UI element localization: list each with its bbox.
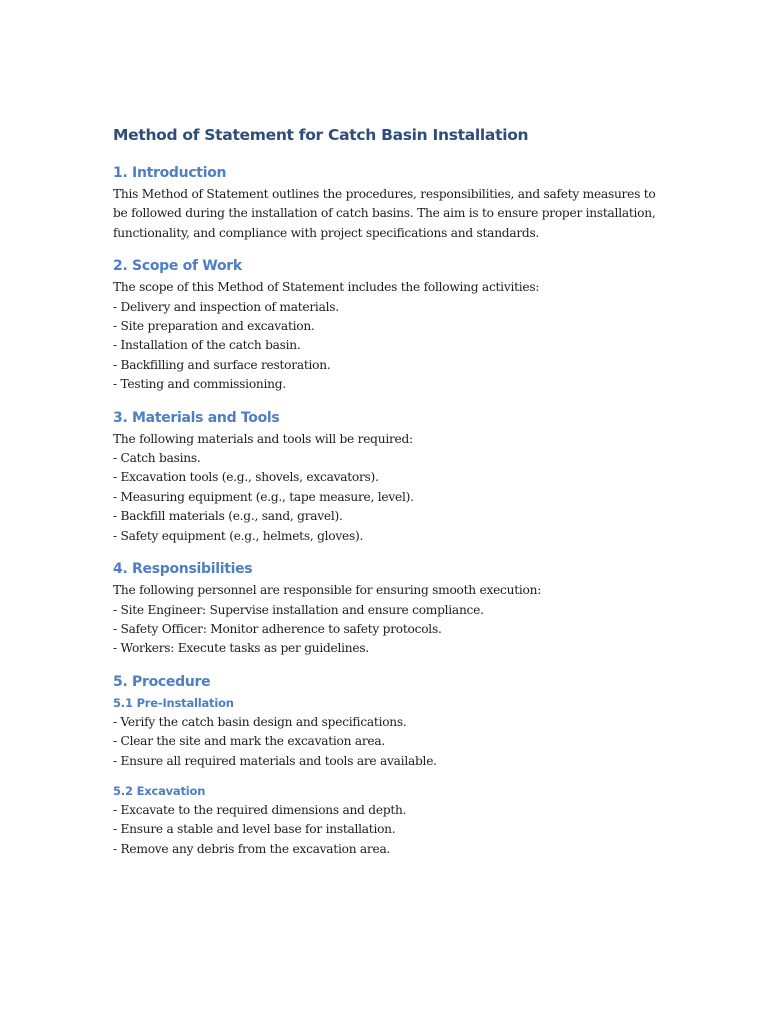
- list-item: - Clear the site and mark the excavation area.: [113, 734, 386, 749]
- section-intro-line: The scope of this Method of Statement includes the following activities:: [113, 280, 540, 295]
- section-intro-line: The following personnel are responsible for ensuring smooth execution:: [113, 583, 542, 598]
- list-item: - Installation of the catch basin.: [113, 338, 301, 353]
- section-heading: 2. Scope of Work: [113, 258, 242, 275]
- subsection-5-1: [113, 694, 673, 771]
- section-heading: 3. Materials and Tools: [113, 409, 280, 426]
- section-heading: 4. Responsibilities: [113, 561, 253, 578]
- section-intro-line: The following materials and tools will be required:: [113, 431, 413, 446]
- document-title: Method of Statement for Catch Basin Installation: [113, 126, 529, 144]
- subsection-heading: 5.2 Excavation: [113, 783, 206, 798]
- list-item: - Measuring equipment (e.g., tape measure, level).: [113, 489, 414, 504]
- list-item: - Delivery and inspection of materials.: [113, 299, 339, 314]
- document-page: [113, 124, 673, 872]
- subsection-5-2: [113, 782, 673, 859]
- list-item: be followed during the installation of catch basins. The aim is to ensure proper installation,: [113, 206, 656, 221]
- section-1: [113, 163, 673, 243]
- list-item: - Backfill materials (e.g., sand, gravel).: [113, 509, 343, 524]
- list-item: - Ensure a stable and level base for installation.: [113, 822, 396, 837]
- section-intro-line: This Method of Statement outlines the procedures, responsibilities, and safety measures to: [113, 187, 656, 201]
- subsection-heading: 5.1 Pre-Installation: [113, 695, 234, 710]
- list-item: - Safety equipment (e.g., helmets, gloves).: [113, 528, 364, 543]
- list-item: - Remove any debris from the excavation area.: [113, 841, 391, 856]
- list-item: - Backfilling and surface restoration.: [113, 357, 331, 372]
- list-item: - Excavation tools (e.g., shovels, excavators).: [113, 470, 379, 485]
- section-4: [113, 559, 673, 659]
- list-item: - Excavate to the required dimensions and depth.: [113, 802, 407, 817]
- list-item: - Safety Officer: Monitor adherence to safety protocols.: [113, 621, 442, 636]
- document-body: [113, 163, 673, 859]
- list-item: - Workers: Execute tasks as per guidelines.: [113, 641, 369, 656]
- section-heading: 1. Introduction: [113, 165, 227, 181]
- section-3: [113, 408, 673, 546]
- list-item: functionality, and compliance with project specifications and standards.: [113, 225, 540, 240]
- section-5: [113, 672, 673, 859]
- section-2: [113, 256, 673, 394]
- list-item: - Catch basins.: [113, 451, 201, 466]
- list-item: - Verify the catch basin design and specifications.: [113, 714, 407, 729]
- list-item: - Site Engineer: Supervise installation and ensure compliance.: [113, 602, 484, 617]
- list-item: - Testing and commissioning.: [113, 377, 286, 392]
- section-heading: 5. Procedure: [113, 673, 211, 690]
- list-item: - Site preparation and excavation.: [113, 319, 315, 334]
- list-item: - Ensure all required materials and tools are available.: [113, 753, 437, 768]
